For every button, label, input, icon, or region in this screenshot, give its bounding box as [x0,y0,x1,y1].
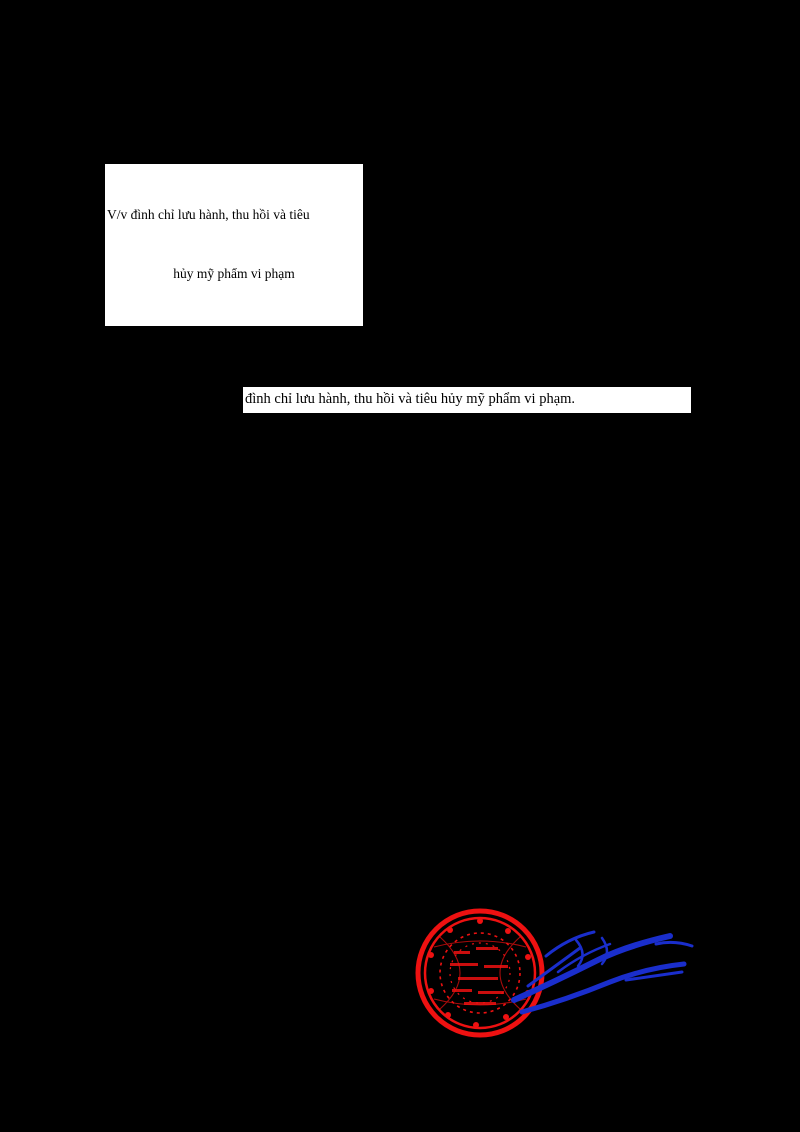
document-subject-line-1: V/v đình chỉ lưu hành, thu hồi và tiêu [107,207,310,223]
official-seal [414,907,546,1039]
document-subject [105,164,363,326]
document-subject-line-2: hủy mỹ phẩm vi phạm [173,265,295,281]
signature-mark [506,920,706,1030]
document-body-line: đình chỉ lưu hành, thu hồi và tiêu hủy mỹ phẩm vi phạm. [243,387,691,413]
